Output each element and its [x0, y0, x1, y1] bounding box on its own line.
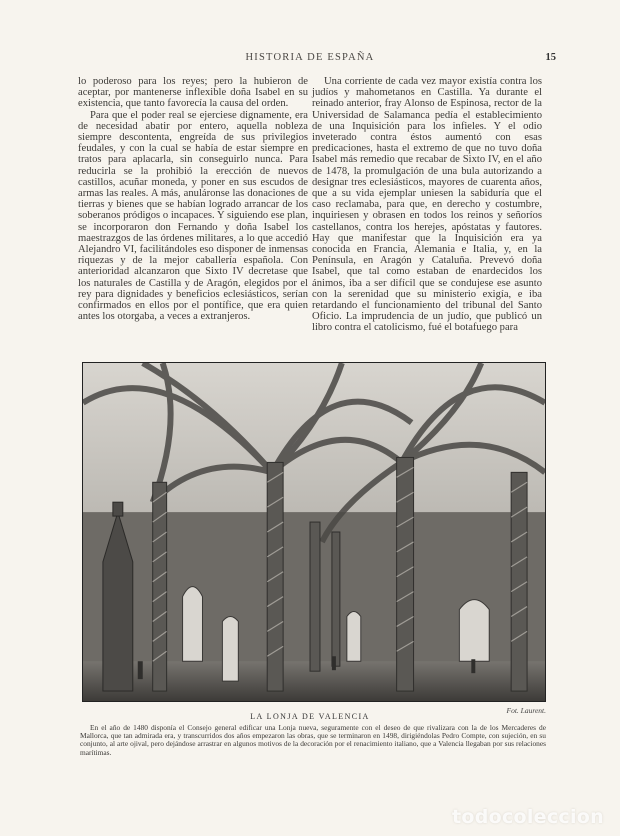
watermark: todocoleccion — [451, 806, 604, 828]
lonja-photograph — [82, 362, 546, 702]
photo-credit: Fot. Laurent. — [506, 706, 546, 715]
vaulted-hall-illustration — [83, 363, 545, 701]
paragraph: Para que el poder real se ejerciese dignamente, era de necesidad abatir por entero, aquella nobleza siempre descontenta, engreída de sus privilegios feudales, y con la cual se había de estar siempre en tratos para aplacarla, sin conseguirlo nunca. Para reducirla se la prohibió la erección de nuevos castillos, acuñar moneda, y poner en sus escudos de armas las reales. A más, anuláronse las donaciones de tierras y bienes que se habían logrado arrancar de los soberanos pródigos o incapaces. Y siguiendo ese plan, se incorporaron don Fernando y doña Isabel los maestrazgos de las órdenes militares, a lo que accedió Alejandro VI, facilitándoles eso disponer de inmensas riquezas y de la mejor caballería española. Con anterioridad alcanzaron que Sixto IV decretase que los naturales de Castilla y de Aragón, elegidos por el rey para dignidades y beneficios eclesiásticos, serían confirmados en ellos por el pontífice, que era quien antes los otorgaba, a veces a extranjeros. — [78, 109, 308, 323]
right-text-column — [312, 76, 542, 334]
left-text-column — [78, 76, 308, 322]
running-title: HISTORIA DE ESPAÑA — [245, 52, 375, 63]
figure-title: LA LONJA DE VALENCIA — [250, 712, 370, 721]
page-header — [0, 52, 620, 68]
paragraph: Una corriente de cada vez mayor existía contra los judíos y mahometanos en Castilla. Ya durante el reinado anterior, fray Alonso de Espinosa, rector de la Universidad de Salamanca pedía el establecimiento de una Inquisición para los infieles. Y el odio inveterado contra éstos aumentó con esas predicaciones, hasta el extremo de que no tuvo doña Isabel más remedio que recabar de Sixto IV, en el año de 1478, la promulgación de una bula autorizando a designar tres eclesiásticos, mayores de cuarenta años, que a su vida ejemplar uniesen la sabiduría que el caso reclamaba, para que, en derecho y costumbre, inquiriesen y obrasen en todos los reinos y señoríos castellanos, contra los herejes, apóstatas y fautores. Hay que manifestar que la Inquisición era ya conocida en Francia, Alemania e Italia, y, en la Península, en Aragón y Cataluña. Prevevó doña Isabel, que tal como estaban de enardecidos los ánimos, iba a ser difícil que se condujese ese asunto con la serenidad que su ministerio exigía, e iba retardando el funcionamiento del tribunal del Santo Oficio. La imprudencia de un judío, que publicó un libro contra el catolicismo, fué el botafuego para — [312, 76, 542, 334]
page-number: 15 — [545, 52, 556, 63]
paragraph: lo poderoso para los reyes; pero la hubieron de aceptar, por mantenerse inflexible doña Isabel en su existencia, que tanto favorecía la causa del orden. — [78, 76, 308, 110]
figure-caption: En el año de 1480 disponía el Consejo general edificar una Lonja nueva, seguramente con el deseo de que rivalizara con la de los Mercaderes de Mallorca, que tan admirada era, y transcurridos dos años empezaron las obras, que se terminaron en 1498, dirigiéndolas Pedro Compte, con sujeción, en su conjunto, al arte ojival, pero dejándose arrastrar en algunos motivos de la decoración por el renacimiento italiano, que a Valencia llegaban por sus relaciones marítimas. — [80, 723, 546, 757]
